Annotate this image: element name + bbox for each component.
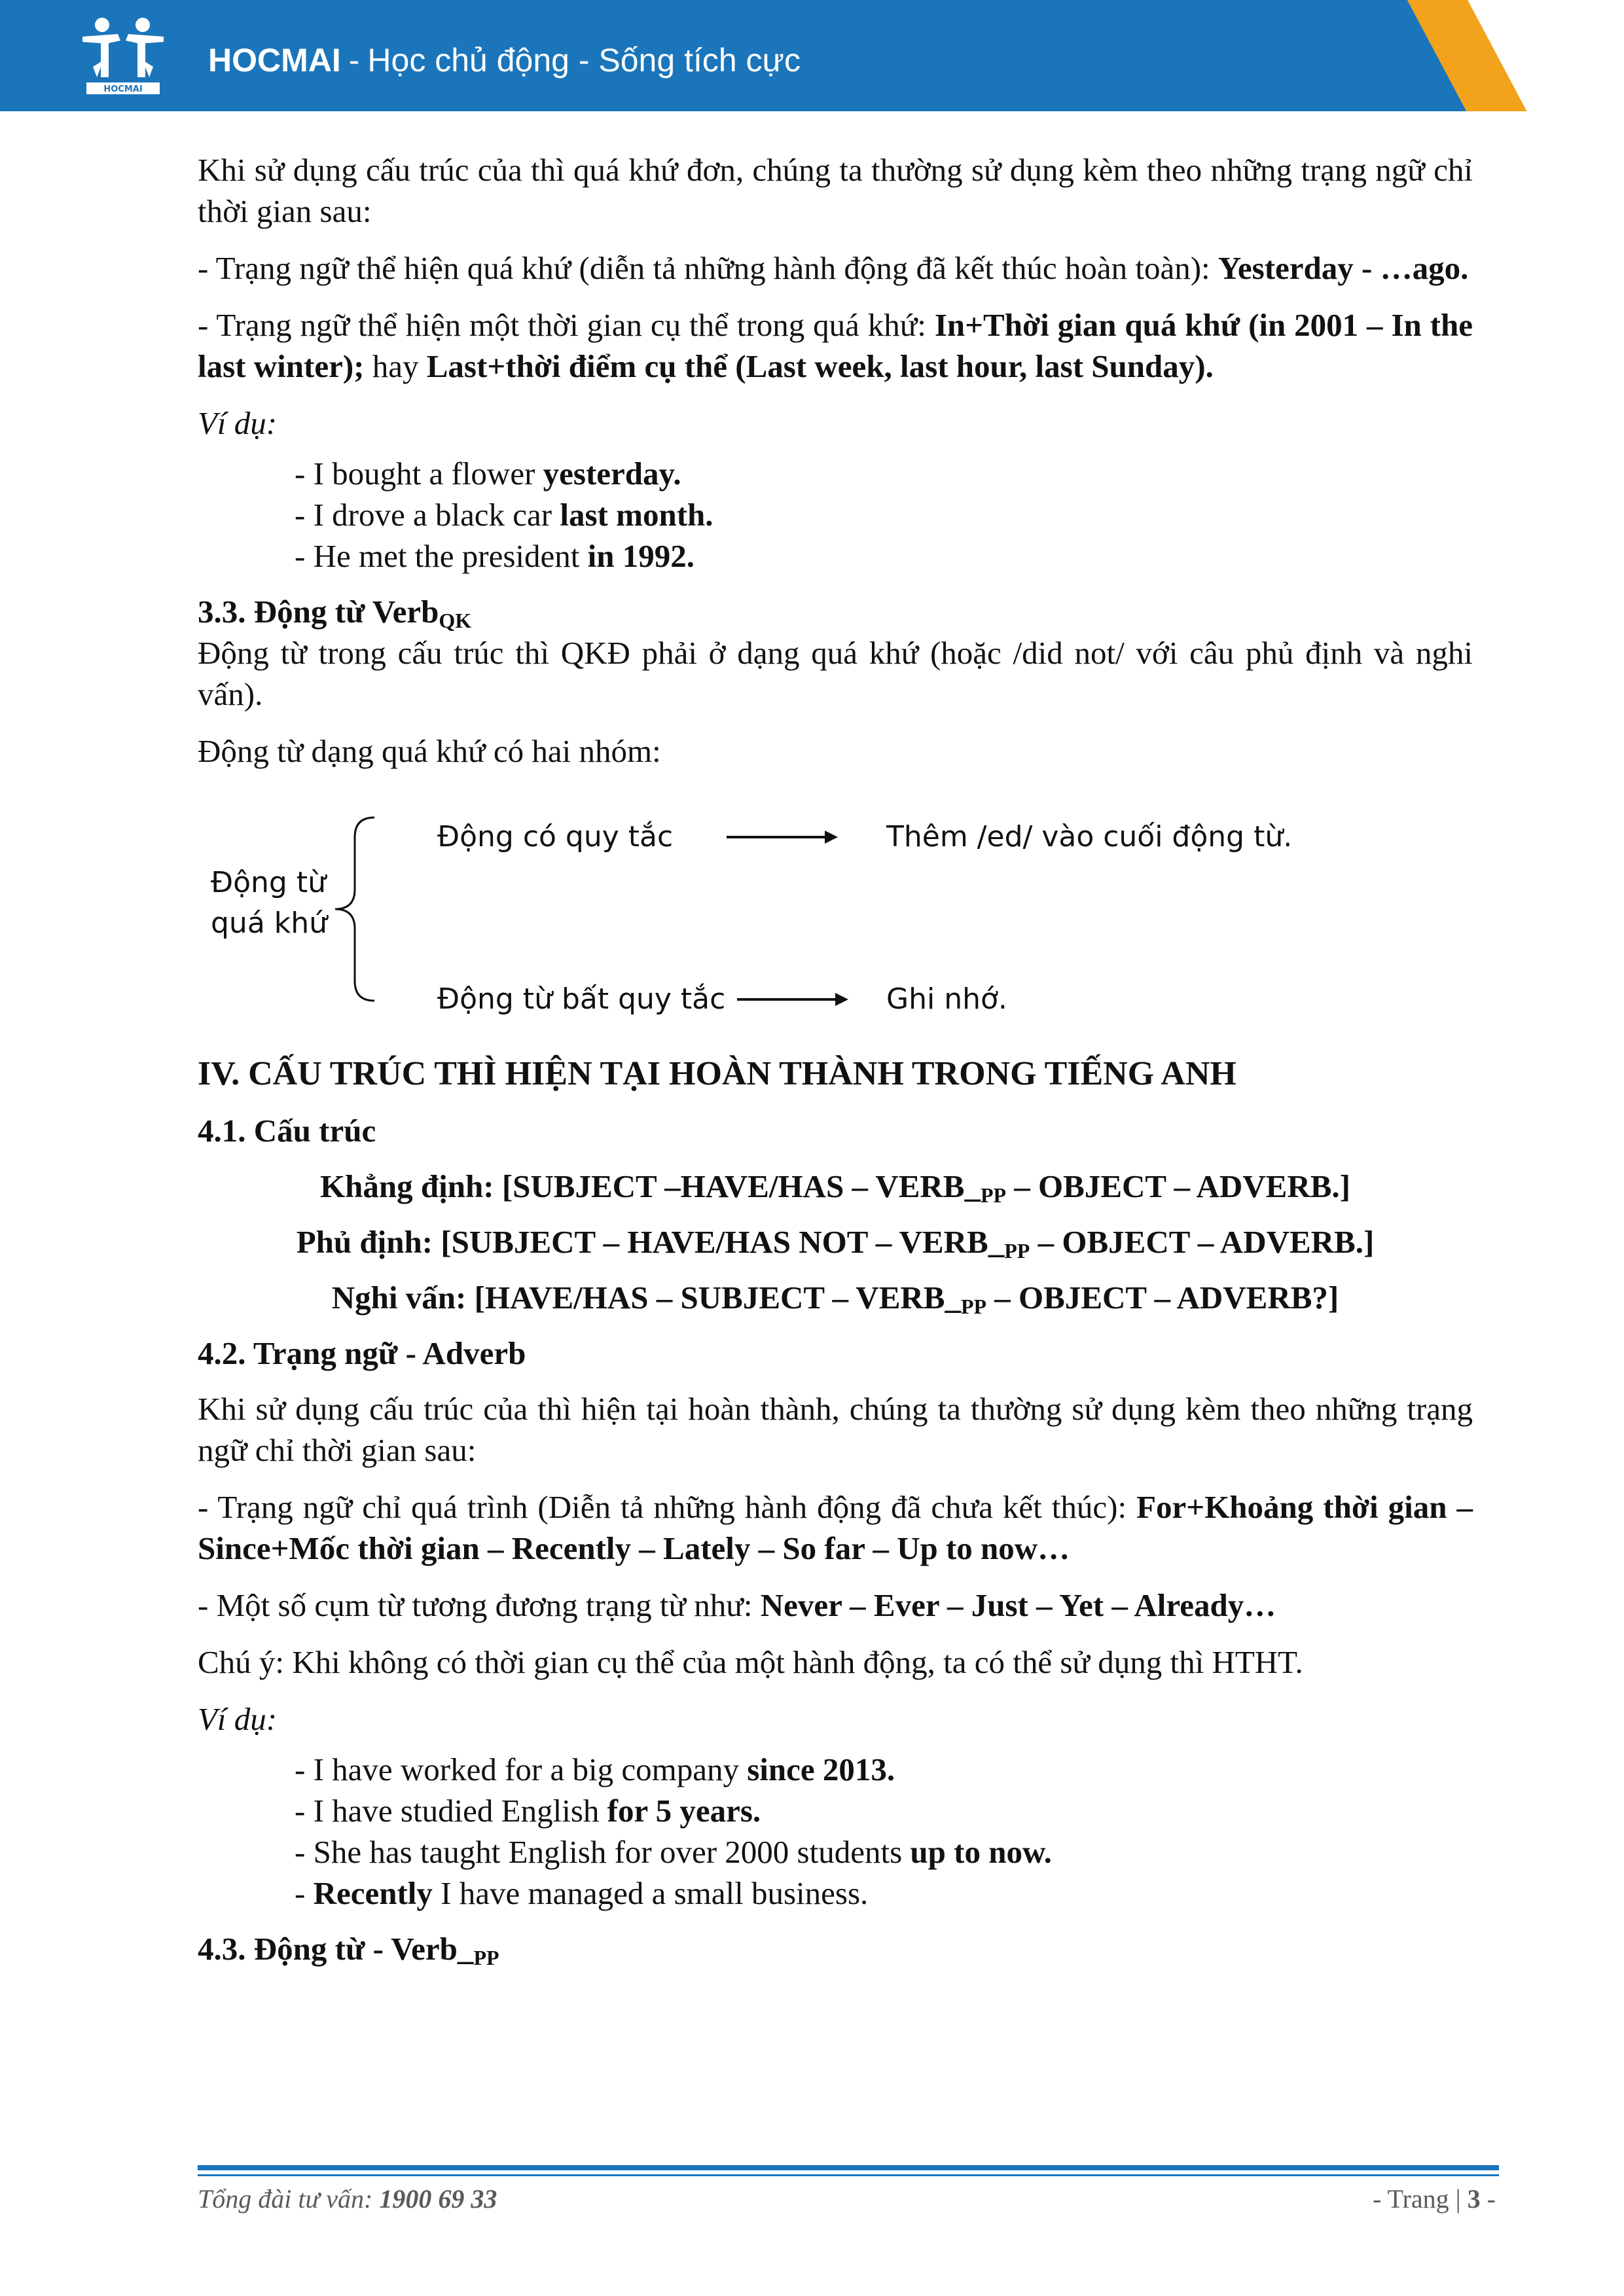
- example-item: - I have studied English for 5 years.: [295, 1793, 761, 1829]
- page-content: [198, 149, 1473, 1985]
- footer-rule-thin: [198, 2174, 1499, 2176]
- example-label: Ví dụ:: [198, 405, 278, 441]
- adverb-intro: Khi sử dụng cấu trúc của thì quá khứ đơn, chúng ta thường sử dụng kèm theo những trạng ngữ chỉ thời gian sau:: [198, 152, 1473, 229]
- diagram-branch-regular: Động có quy tắc: [437, 820, 674, 853]
- pp-note: Chú ý: Khi không có thời gian cụ thể của một hành động, ta có thể sử dụng thì HTHT.: [198, 1644, 1303, 1680]
- pp-adverb-item-equivalents: - Một số cụm từ tương đương trạng từ như: Never – Ever – Just – Yet – Already…: [198, 1587, 1276, 1623]
- example-item: - I drove a black car last month.: [295, 497, 713, 533]
- brand-name: HOCMAI: [208, 42, 341, 79]
- hocmai-logo[interactable]: [77, 14, 169, 96]
- example-item: - He met the president in 1992.: [295, 538, 695, 574]
- brand-slogan: Học chủ động - Sống tích cực: [367, 42, 801, 79]
- arrow-irregular-head: [835, 993, 848, 1006]
- example-item: - She has taught English for over 2000 students up to now.: [295, 1834, 1052, 1870]
- page-number: 3: [1467, 2184, 1481, 2214]
- diagram-root-line1: Động từ: [211, 866, 326, 899]
- brand-separator: -: [348, 42, 360, 79]
- footer-rule: [198, 2165, 1499, 2170]
- verb-groups-diagram: [198, 791, 1473, 1016]
- page-header: [0, 0, 1624, 111]
- present-perfect-examples: [198, 1749, 1473, 1914]
- formula-question: Nghi vấn: [HAVE/HAS – SUBJECT – $VERB\__{PP}$ – OBJECT – ADVERB?]: [331, 1280, 1339, 1318]
- pp-adverb-intro: Khi sử dụng cấu trúc của thì hiện tại hoàn thành, chúng ta thường sử dụng kèm theo những trạng ngữ chỉ thời gian sau:: [198, 1391, 1473, 1468]
- heading-3-3: 3.3. Động từ Verb$_{QK}$: [198, 594, 472, 632]
- example-item: - I have worked for a big company since 2013.: [295, 1751, 895, 1787]
- heading-4-1: 4.1. Cấu trúc: [198, 1113, 376, 1149]
- footer-hotline: Tổng đài tư vấn: 1900 69 33: [198, 2184, 497, 2214]
- arrow-regular-head: [825, 831, 838, 844]
- svg-text:HOCMAI: HOCMAI: [103, 84, 143, 94]
- verb-past-groups: Động từ dạng quá khứ có hai nhóm:: [198, 733, 661, 769]
- header-brand-line: [208, 34, 801, 86]
- formula-affirmative: Khẳng định: [SUBJECT –HAVE/HAS – $VERB\__{PP}$ – OBJECT – ADVERB.]: [320, 1168, 1350, 1207]
- verb-past-description: Động từ trong cấu trúc thì QKĐ phải ở dạng quá khứ (hoặc /did not/ với câu phủ định và nghi vấn).: [198, 635, 1473, 712]
- heading-4-2: 4.2. Trạng ngữ - Adverb: [198, 1335, 526, 1371]
- pp-adverb-item-process: - Trạng ngữ chỉ quá trình (Diễn tả những hành động đã chưa kết thúc): For+Khoảng thời gian – Since+Mốc thời gian – Recently – Lately – So far – Up to now…: [198, 1489, 1473, 1566]
- example-item: - I bought a flower yesterday.: [295, 456, 681, 492]
- past-simple-examples: [198, 453, 1473, 577]
- example-item: - Recently I have managed a small business.: [295, 1875, 869, 1911]
- adverb-item-past: - Trạng ngữ thể hiện quá khứ (diễn tả những hành động đã kết thúc hoàn toàn): Yesterday - …ago.: [198, 250, 1469, 286]
- section-4-title: IV. CẤU TRÚC THÌ HIỆN TẠI HOÀN THÀNH TRONG TIẾNG ANH: [198, 1055, 1236, 1092]
- diagram-root-line2: quá khứ: [211, 906, 328, 940]
- footer-page-number: - Trang | 3 -: [1372, 2184, 1496, 2214]
- heading-4-3: 4.3. Động từ - $Verb\__{PP}$: [198, 1931, 499, 1969]
- curly-brace: [335, 817, 374, 1001]
- diagram-branch-irregular: Động từ bất quy tắc: [437, 982, 726, 1016]
- formula-negative: Phủ định: [SUBJECT – HAVE/HAS NOT – $VERB\__{PP}$ – OBJECT – ADVERB.]: [296, 1224, 1375, 1263]
- diagram-result-regular: Thêm /ed/ vào cuối động từ.: [886, 820, 1293, 853]
- diagram-result-irregular: Ghi nhớ.: [886, 982, 1007, 1016]
- hocmai-logo-icon: [77, 14, 169, 96]
- example-label: Ví dụ:: [198, 1701, 278, 1737]
- adverb-item-specific-time: - Trạng ngữ thể hiện một thời gian cụ thể trong quá khứ: In+Thời gian quá khứ (in 2001 – In the last winter); hay Last+thời điểm cụ thể (Last week, last hour, last Sunday).: [198, 307, 1473, 384]
